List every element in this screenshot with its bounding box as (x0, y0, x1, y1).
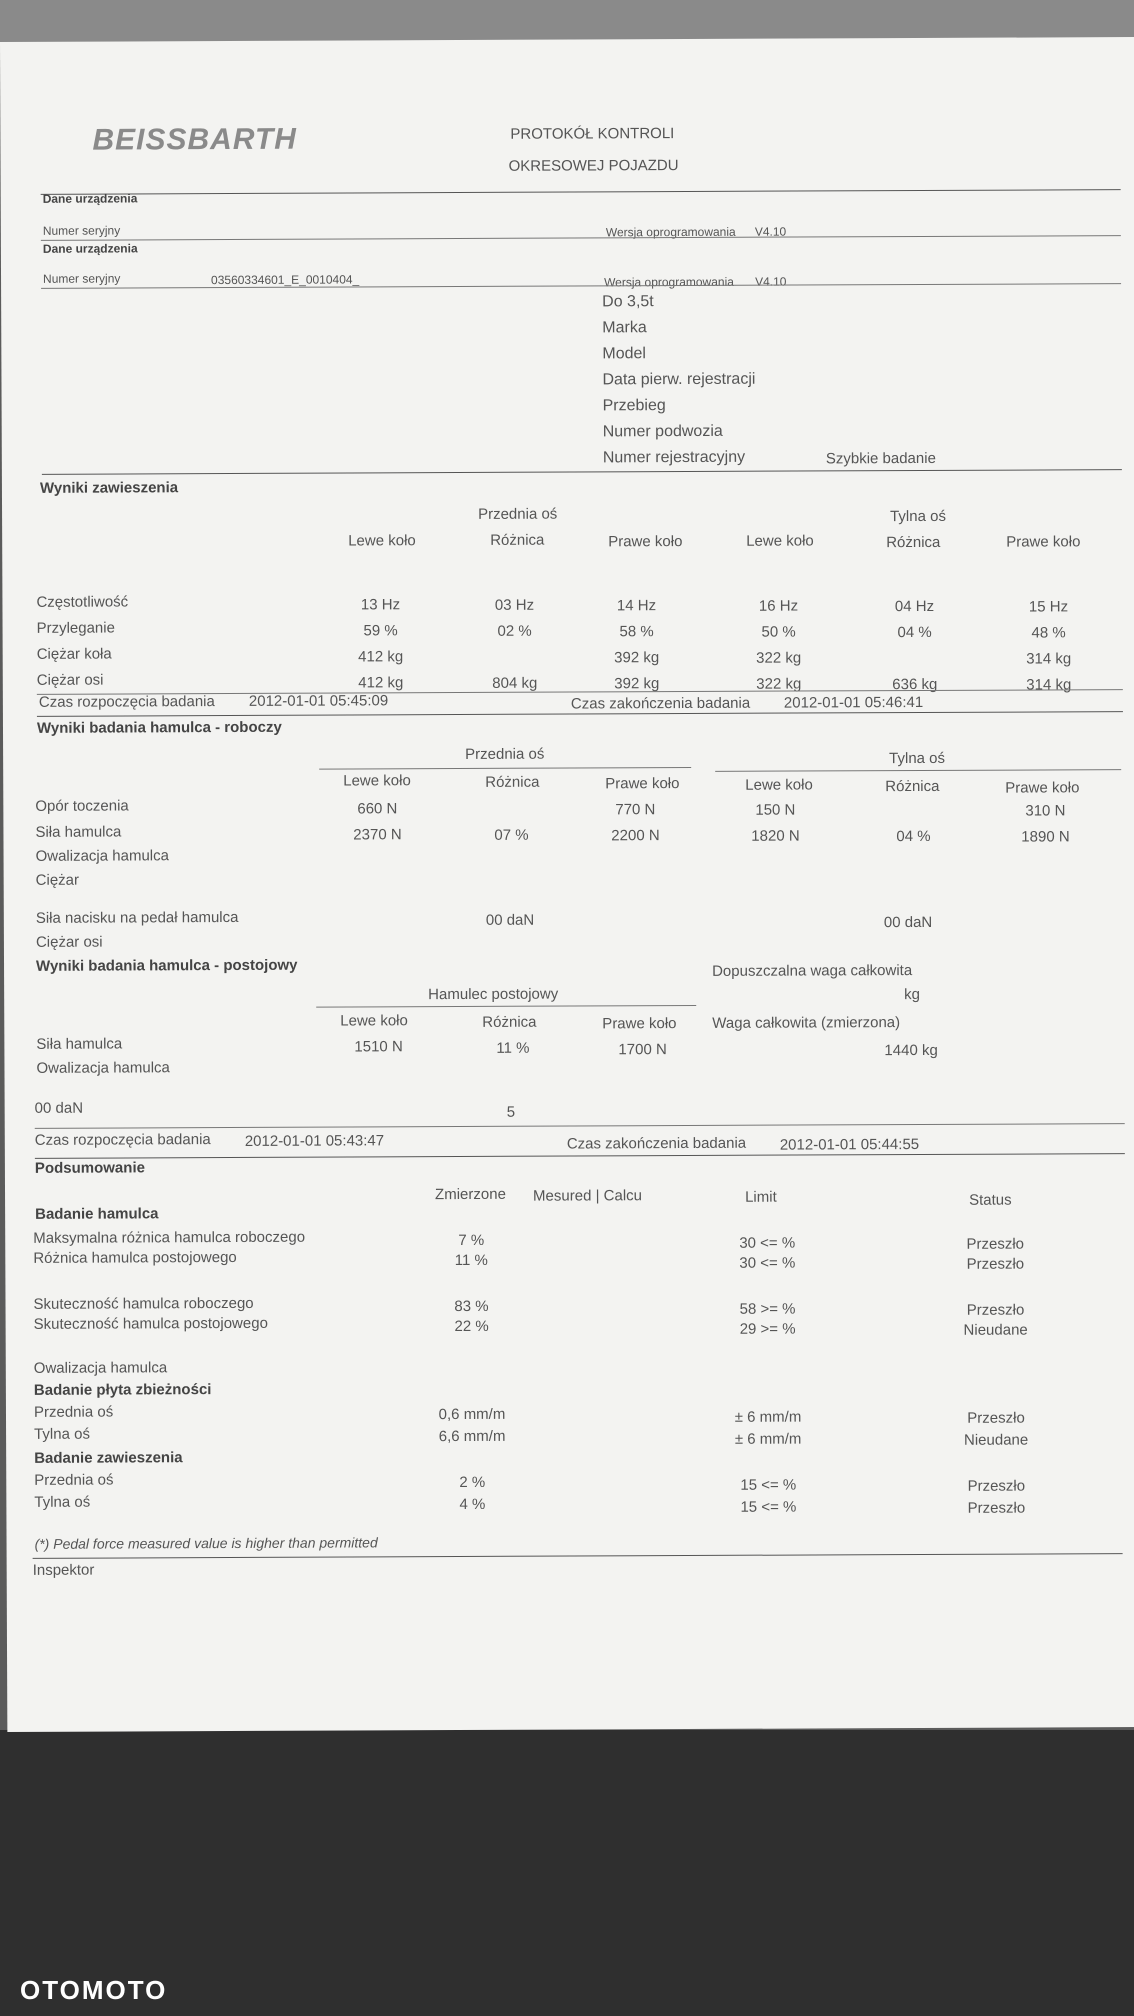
pedal-force-front: 00 daN (485, 911, 535, 929)
software-version: V4.10 (754, 224, 787, 239)
parking-brake-title: Wyniki badania hamulca - postojowy (35, 956, 298, 975)
sb-col-diff-rear: Różnica (885, 777, 940, 796)
susp-cell-rd: 04 Hz (894, 597, 935, 616)
brake-test-title: Badanie hamulca (35, 1205, 159, 1223)
summary-row-label: Maksymalna różnica hamulca roboczego (33, 1228, 306, 1247)
summary-row-label: Tylna oś (34, 1425, 90, 1443)
software-label: Wersja oprogramowania (605, 224, 736, 240)
sb-cell-fr (576, 875, 696, 876)
summary-row-status: Przeszło (966, 1235, 1025, 1253)
pb-col-diff: Różnica (482, 1013, 537, 1031)
summary-row-value: 83 % (454, 1297, 489, 1316)
summary-row-status: Nieudane (963, 1431, 1029, 1449)
sb-cell-fd: 07 % (494, 826, 529, 844)
susp-cell-rr: 314 kg (1026, 650, 1072, 668)
pb-end-label: Czas zakończenia badania (566, 1134, 747, 1153)
susp-col-left-front: Lewe koło (348, 532, 416, 550)
susp-cell-rl: 50 % (761, 623, 796, 641)
sb-rear-axle: Tylna oś (889, 749, 946, 768)
summary-row-value: 4 % (459, 1495, 486, 1514)
susp-cell-fr: 58 % (619, 623, 654, 641)
total-weight-value: 1440 kg (884, 1041, 938, 1060)
susp-cell-fr: 14 Hz (616, 597, 657, 615)
summary-row-status: Przeszło (966, 1301, 1025, 1319)
service-brake-title: Wyniki badania hamulca - roboczy (36, 718, 282, 737)
footnote: (*) Pedal force measured value is higher than permitted (34, 1534, 378, 1552)
serial-value: 03560334601_E_0010404_ (211, 272, 360, 288)
susp-cell-rd (855, 650, 975, 651)
pb-end-value: 2012-01-01 05:44:55 (779, 1136, 920, 1154)
summary-row-label: Skuteczność hamulca postojowego (33, 1314, 268, 1333)
summary-title: Podsumowanie (34, 1159, 145, 1177)
summary-row-limit: 58 >= % (739, 1300, 796, 1318)
summary-col-limit: Limit (745, 1188, 777, 1206)
sb-col-left-front: Lewe koło (343, 772, 411, 790)
susp-cell-rr: 15 Hz (1028, 598, 1069, 616)
vehicle-category: Do 3,5t (602, 293, 654, 311)
sb-cell-fl (318, 850, 438, 851)
susp-col-right-rear: Prawe koło (1006, 533, 1081, 551)
susp-start-label: Czas rozpoczęcia badania (38, 693, 215, 711)
sb-cell-rr: 1890 N (1021, 828, 1070, 846)
susp-cell-fd: 03 Hz (494, 596, 535, 614)
summary-row-limit: 15 <= % (740, 1498, 797, 1516)
summary-row-value: 0,6 mm/m (438, 1405, 506, 1424)
susp-cell-fl: 13 Hz (360, 596, 401, 614)
sb-row-label: Owalizacja hamulca (35, 847, 169, 865)
summary-col-measured: Zmierzone (434, 1185, 506, 1204)
sb-cell-rl: 1820 N (751, 827, 800, 845)
summary-row-value: 7 % (458, 1231, 485, 1250)
susp-cell-rd: 636 kg (892, 675, 938, 694)
pedal-force-rear: 00 daN (883, 913, 933, 932)
susp-cell-fr: 392 kg (614, 675, 660, 693)
susp-row-label: Przyleganie (36, 619, 115, 637)
sb-col-left-rear: Lewe koło (745, 776, 813, 794)
susp-test-title: Badanie zawieszenia (34, 1449, 183, 1467)
sb-cell-rl (716, 851, 836, 852)
susp-col-diff-front: Różnica (490, 531, 545, 549)
plate-test-title: Badanie płyta zbieżności (33, 1381, 212, 1399)
pb-col-right: Prawe koło (602, 1015, 677, 1033)
pb-start-value: 2012-01-01 05:43:47 (244, 1132, 385, 1150)
sb-front-axle: Przednia oś (465, 745, 545, 763)
sb-row-label: Siła hamulca (35, 823, 122, 841)
susp-end-value: 2012-01-01 05:46:41 (783, 693, 924, 712)
summary-row-label: Przednia oś (33, 1403, 114, 1421)
summary-row-limit: ± 6 mm/m (734, 1430, 802, 1448)
susp-cell-fd (455, 648, 575, 649)
summary-row-limit: 15 <= % (740, 1476, 797, 1494)
sb-cell-rr (986, 852, 1106, 853)
sb-row-label: Ciężar (35, 871, 80, 889)
susp-col-right-front: Prawe koło (608, 533, 683, 551)
pb-force-label: Siła hamulca (36, 1035, 123, 1053)
sb-col-right-front: Prawe koło (605, 775, 680, 793)
susp-rear-axle: Tylna oś (890, 507, 946, 526)
otomoto-watermark: OTOMOTO (20, 1975, 168, 2005)
pb-force-left: 1510 N (354, 1038, 403, 1056)
susp-row-label: Częstotliwość (36, 593, 129, 611)
summary-row-value: 22 % (454, 1317, 489, 1336)
susp-cell-rd: 04 % (897, 623, 932, 642)
sb-cell-rr: 310 N (1025, 802, 1066, 820)
plate-label: Numer rejestracyjny (602, 448, 746, 467)
summary-row-label: Przednia oś (34, 1471, 114, 1489)
allowed-weight-value: kg (904, 985, 921, 1004)
summary-row-status: Przeszło (966, 1255, 1025, 1273)
serial-label-2: Numer seryjny (43, 271, 121, 286)
susp-cell-fd: 804 kg (492, 674, 538, 692)
sb-cell-fd (452, 851, 572, 852)
pb-force-right: 1700 N (618, 1041, 667, 1059)
sb-cell-rr (986, 876, 1106, 877)
inspector-label: Inspektor (32, 1561, 95, 1579)
vehicle-model-label: Model (602, 345, 646, 363)
software-version-2: V4.10 (755, 274, 787, 289)
susp-cell-rr: 314 kg (1026, 676, 1072, 694)
sb-cell-fd (452, 875, 572, 876)
summary-row-limit: 30 <= % (739, 1234, 796, 1252)
report-title-line2: OKRESOWEJ POJAZDU (508, 157, 679, 175)
sb-cell-fr (576, 851, 696, 852)
susp-row-label: Ciężar koła (36, 645, 112, 663)
axle-weight-label: Ciężar osi (35, 933, 103, 951)
summary-col-mesured: Mesured | Calcu (533, 1187, 643, 1205)
vin-label: Numer podwozia (602, 422, 723, 441)
device-section-title-2: Dane urządzenia (42, 241, 138, 256)
pb-oval-label: Owalizacja hamulca (36, 1059, 170, 1077)
susp-col-diff-rear: Różnica (886, 533, 941, 552)
device-section-title: Dane urządzenia (42, 191, 138, 206)
pb-extra-mid: 5 (506, 1103, 516, 1121)
sb-cell-fl: 660 N (357, 800, 398, 818)
first-registration-label: Data pierw. rejestracji (602, 370, 756, 389)
background-table (0, 1730, 1134, 2016)
sb-cell-rd (854, 876, 974, 877)
susp-cell-fr: 392 kg (614, 649, 660, 667)
summary-row-label: Skuteczność hamulca roboczego (33, 1294, 254, 1313)
pb-start-label: Czas rozpoczęcia badania (34, 1131, 211, 1149)
inspection-report-page (0, 37, 1134, 1732)
susp-cell-fl: 412 kg (358, 674, 404, 692)
susp-cell-rr: 48 % (1031, 624, 1066, 642)
allowed-weight-label: Dopuszczalna waga całkowita (712, 962, 913, 980)
sb-cell-rd (853, 802, 973, 803)
summary-row-limit: 29 >= % (739, 1320, 796, 1338)
susp-front-axle: Przednia oś (478, 505, 558, 523)
susp-cell-fl: 59 % (363, 622, 398, 640)
summary-oval-label: Owalizacja hamulca (33, 1359, 168, 1377)
vehicle-make-label: Marka (602, 319, 647, 337)
brand-logo: BEISSBARTH (92, 122, 297, 157)
sb-cell-rl (716, 875, 836, 876)
total-weight-label: Waga całkowita (zmierzona) (712, 1014, 901, 1032)
report-title-line1: PROTOKÓŁ KONTROLI (510, 125, 675, 143)
susp-cell-rl: 16 Hz (758, 597, 799, 615)
summary-row-label: Tylna oś (34, 1493, 91, 1511)
sb-col-right-rear: Prawe koło (1005, 779, 1080, 797)
susp-cell-fl: 412 kg (358, 648, 404, 666)
suspension-title: Wyniki zawieszenia (39, 479, 179, 497)
sb-cell-fl: 2370 N (353, 826, 402, 844)
serial-label: Numer seryjny (42, 223, 121, 238)
summary-row-status: Przeszło (967, 1499, 1026, 1517)
pb-extra-left: 00 daN (34, 1099, 84, 1117)
summary-row-value: 2 % (459, 1473, 486, 1492)
summary-row-status: Przeszło (967, 1477, 1026, 1495)
sb-row-label: Opór toczenia (35, 797, 129, 815)
sb-cell-fd (451, 801, 571, 802)
susp-col-left-rear: Lewe koło (746, 532, 814, 550)
susp-start-value: 2012-01-01 05:45:09 (248, 692, 389, 710)
test-type: Szybkie badanie (825, 449, 936, 468)
software-label-2: Wersja oprogramowania (604, 274, 734, 290)
sb-cell-fr: 770 N (615, 801, 656, 819)
pedal-force-label: Siła nacisku na pedał hamulca (35, 908, 239, 927)
summary-row-limit: 30 <= % (739, 1254, 796, 1272)
summary-row-value: 6,6 mm/m (438, 1427, 506, 1446)
susp-cell-rl: 322 kg (756, 675, 802, 693)
pb-force-diff: 11 % (496, 1039, 530, 1057)
summary-row-status: Przeszło (967, 1409, 1025, 1427)
summary-row-value: 11 % (454, 1251, 488, 1270)
summary-row-limit: ± 6 mm/m (734, 1408, 802, 1426)
sb-cell-fl (318, 874, 438, 875)
susp-row-label: Ciężar osi (36, 671, 104, 689)
mileage-label: Przebieg (602, 397, 666, 415)
susp-cell-rl: 322 kg (756, 649, 802, 667)
pb-group-label: Hamulec postojowy (428, 985, 559, 1004)
sb-cell-fr: 2200 N (611, 827, 660, 845)
susp-cell-fd: 02 % (497, 622, 532, 640)
sb-cell-rd: 04 % (896, 827, 931, 846)
pb-col-left: Lewe koło (340, 1012, 408, 1030)
sb-col-diff-front: Różnica (485, 773, 540, 791)
sb-cell-rd (854, 852, 974, 853)
summary-row-status: Nieudane (963, 1321, 1028, 1339)
summary-row-label: Różnica hamulca postojowego (33, 1248, 237, 1267)
summary-col-status: Status (969, 1191, 1012, 1209)
sb-cell-rl: 150 N (755, 801, 796, 819)
susp-end-label: Czas zakończenia badania (570, 694, 751, 713)
